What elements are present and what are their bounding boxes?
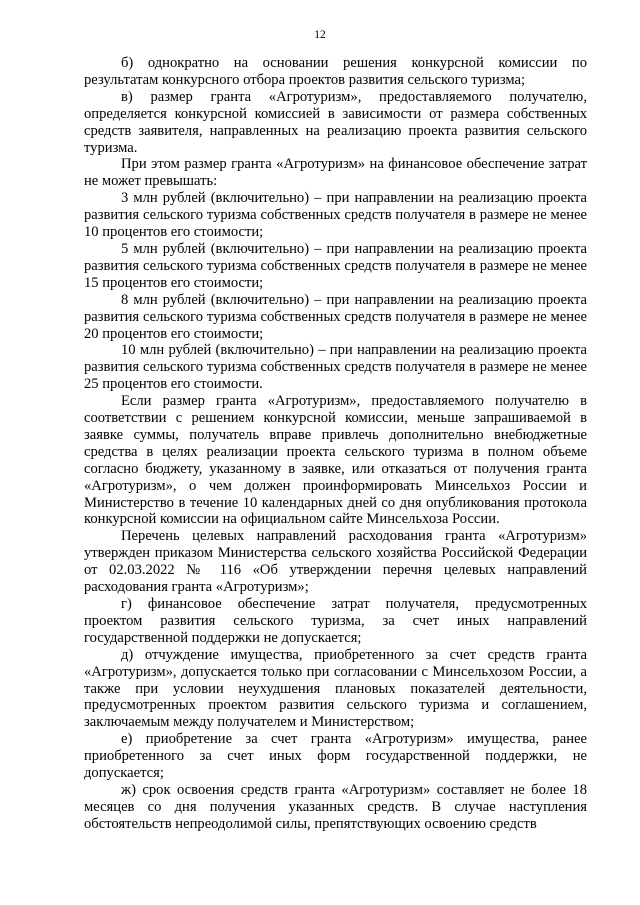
paragraph-zh: ж) срок освоения средств гранта «Агротуризм» составляет не более 18 месяцев со дня получения указанных средств. В случае наступления обстоятельств непреодолимой силы, препятствующих освоению средств	[84, 781, 587, 832]
paragraph-e: е) приобретение за счет гранта «Агротуризм» имущества, ранее приобретенного за счет иных форм государственной поддержки, не допускается;	[84, 731, 587, 782]
paragraph-limit-8mln: 8 млн рублей (включительно) – при направлении на реализацию проекта развития сельского туризма собственных средств получателя в размере не менее 20 процентов его стоимости;	[84, 291, 587, 342]
paragraph-grant-limit-intro: При этом размер гранта «Агротуризм» на финансовое обеспечение затрат не может превышать:	[84, 156, 587, 190]
paragraph-reduced-grant: Если размер гранта «Агротуризм», предоставляемого получателю в соответствии с решением конкурсной комиссии, меньше запрашиваемой в заявке суммы, получатель вправе привлечь дополнительно внебюджетные средства в целях реализации проекта сельского туризма в полном объеме согласно бюджету, указанному в заявке, или отказаться от получения гранта «Агротуризм», о чем должен проинформировать Минсельхоз России и Министерство в течение 10 календарных дней со дня опубликования протокола конкурсной комиссии на официальном сайте Минсельхоза России.	[84, 393, 587, 528]
paragraph-target-directions: Перечень целевых направлений расходования гранта «Агротуризм» утвержден приказом Министерства сельского хозяйства Российской Федерации от 02.03.2022 № 116 «Об утверждении перечня целевых направлений расходования гранта «Агротуризм»;	[84, 528, 587, 596]
paragraph-b: б) однократно на основании решения конкурсной комиссии по результатам конкурсного отбора проектов развития сельского туризма;	[84, 55, 587, 88]
paragraph-limit-5mln: 5 млн рублей (включительно) – при направлении на реализацию проекта развития сельского туризма собственных средств получателя в размере не менее 15 процентов его стоимости;	[84, 240, 587, 291]
document-body	[84, 55, 587, 833]
paragraph-g: г) финансовое обеспечение затрат получателя, предусмотренных проектом развития сельского туризма, за счет иных направлений государственной поддержки не допускается;	[84, 596, 587, 646]
paragraph-d: д) отчуждение имущества, приобретенного за счет средств гранта «Агротуризм», допускается только при согласовании с Минсельхозом России, а также при условии неухудшения плановых показателей деятельности, предусмотренных проектом развития сельского туризма и соглашением, заключаемым между получателем и Министерством;	[84, 646, 587, 731]
page-number: 12	[314, 29, 326, 41]
paragraph-limit-10mln: 10 млн рублей (включительно) – при направлении на реализацию проекта развития сельского туризма собственных средств получателя в размере не менее 25 процентов его стоимости.	[84, 342, 587, 393]
paragraph-v: в) размер гранта «Агротуризм», предоставляемого получателю, определяется конкурсной комиссией в зависимости от размера собственных средств заявителя, направленных на реализацию проекта развития сельского туризма.	[84, 88, 587, 156]
paragraph-limit-3mln: 3 млн рублей (включительно) – при направлении на реализацию проекта развития сельского туризма собственных средств получателя в размере не менее 10 процентов его стоимости;	[84, 190, 587, 241]
